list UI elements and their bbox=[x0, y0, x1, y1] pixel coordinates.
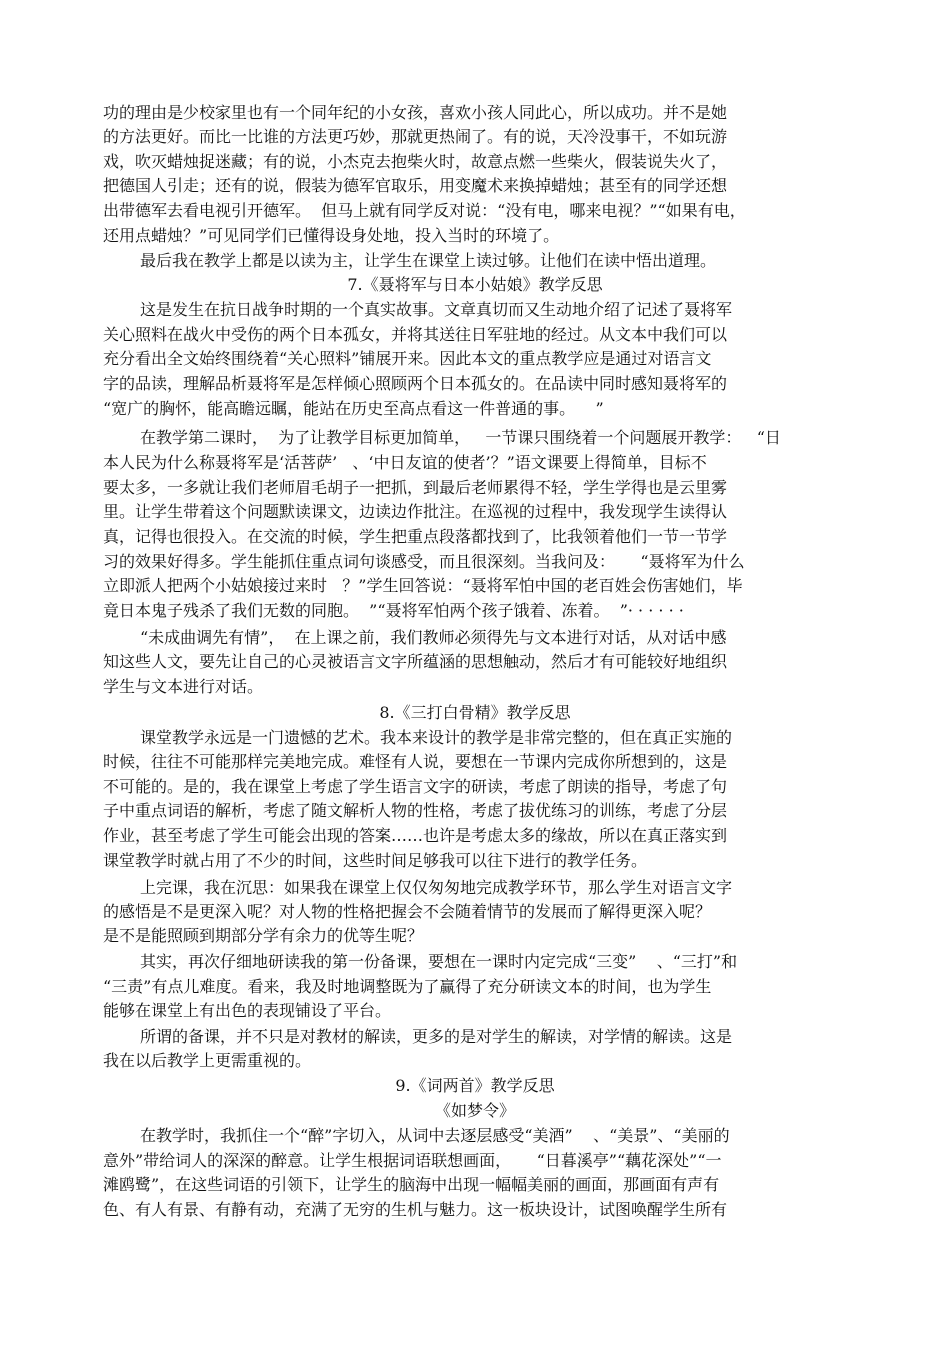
text-line: 关心照料在战火中受伤的两个日本孤女，并将其送往日军驻地的经过。从文本中我们可以 bbox=[103, 325, 728, 344]
text-line: 本人民为什么称聂将军是‘活菩萨’ 、‘中日友谊的使者’？”语文课要上得简单，目标不 bbox=[103, 453, 707, 472]
text-line: 是不是能照顾到期部分学有余力的优等生呢？ bbox=[103, 926, 424, 945]
text-line: 意外”带给词人的深深的醉意。让学生根据词语联想画面， “日暮溪亭”“藕花深处”“一 bbox=[103, 1151, 722, 1170]
text-line: “未成曲调先有情”， 在上课之前，我们教师必须得先与文本进行对话，从对话中感 bbox=[140, 628, 727, 647]
text-line: 竟日本鬼子残杀了我们无数的同胞。 ”“聂将军怕两个孩子饿着、冻着。 ”· · · · · · bbox=[103, 601, 684, 620]
text-line: 子中重点词语的解析，考虑了随文解析人物的性格，考虑了拔优练习的训练，考虑了分层 bbox=[103, 801, 728, 820]
text-line: 作业，甚至考虑了学生可能会出现的答案……也许是考虑太多的缘故，所以在真正落实到 bbox=[103, 826, 728, 845]
text-line: 其实，再次仔细地研读我的第一份备课，要想在一课时内定完成“三变” 、“三打”和 bbox=[140, 952, 738, 971]
text-line: 知这些人文，要先让自己的心灵被语言文字所蕴涵的思想触动，然后才有可能较好地组织 bbox=[103, 652, 728, 671]
section-heading: 8.《三打白骨精》教学反思 bbox=[379, 703, 571, 722]
text-line: 把德国人引走；还有的说，假装为德军官取乐，用变魔术来换掉蜡烛；甚至有的同学还想 bbox=[103, 176, 728, 195]
text-line: 的感悟是不是更深入呢？对人物的性格把握会不会随着情节的发展而了解得更深入呢？ bbox=[103, 902, 712, 921]
text-line: 里。让学生带着这个问题默读课文，边读边作批注。在巡视的过程中，我发现学生读得认 bbox=[103, 502, 728, 521]
section-subheading: 《如梦令》 bbox=[434, 1101, 515, 1120]
text-line: 课堂教学时就占用了不少的时间，这些时间足够我可以往下进行的教学任务。 bbox=[103, 851, 648, 870]
text-line: 字的品读，理解品析聂将军是怎样倾心照顾两个日本孤女的。在品读中同时感知聂将军的 bbox=[103, 374, 728, 393]
text-line: 充分看出全文始终围绕着“关心照料”铺展开来。因此本文的重点教学应是通过对语言文 bbox=[103, 349, 712, 368]
text-line: 要太多，一多就让我们老师眉毛胡子一把抓，到最后老师累得不轻，学生学得也是云里雾 bbox=[103, 478, 728, 497]
text-line: 能够在课堂上有出色的表现铺设了平台。 bbox=[103, 1001, 392, 1020]
text-line: 最后我在教学上都是以读为主，让学生在课堂上读过够。让他们在读中悟出道理。 bbox=[140, 251, 717, 270]
section-heading: 7.《聂将军与日本小姑娘》教学反思 bbox=[347, 275, 603, 294]
text-line: 戏，吹灭蜡烛捉迷藏；有的说，小杰克去抱柴火时，故意点燃一些柴火，假装说失火了， bbox=[103, 152, 728, 171]
text-line: 色、有人有景、有静有动，充满了无穷的生机与魅力。这一板块设计，试图唤醒学生所有 bbox=[103, 1200, 728, 1219]
text-line: 滩鸥鹭”，在这些词语的引领下，让学生的脑海中出现一幅幅美丽的画面，那画面有声有 bbox=[103, 1175, 720, 1194]
text-line: 不可能的。是的，我在课堂上考虑了学生语言文字的研读，考虑了朗读的指导，考虑了句 bbox=[103, 777, 728, 796]
section-heading: 9.《词两首》教学反思 bbox=[395, 1076, 555, 1095]
text-line: 立即派人把两个小姑娘接过来时 ？”学生回答说：“聂将军怕中国的老百姓会伤害她们，毕 bbox=[103, 576, 743, 595]
text-line: 的方法更好。而比一比谁的方法更巧妙，那就更热闹了。有的说，天冷没事干，不如玩游 bbox=[103, 127, 728, 146]
text-line: 上完课，我在沉思：如果我在课堂上仅仅匆匆地完成教学环节，那么学生对语言文字 bbox=[140, 878, 733, 897]
text-line: 所谓的备课，并不只是对教材的解读，更多的是对学生的解读，对学情的解读。这是 bbox=[140, 1027, 733, 1046]
text-line: 时候，往往不可能那样完美地完成。难怪有人说，要想在一节课内完成你所想到的，这是 bbox=[103, 752, 728, 771]
text-line: 我在以后教学上更需重视的。 bbox=[103, 1051, 312, 1070]
text-line: 功的理由是少校家里也有一个同年纪的小女孩，喜欢小孩人同此心，所以成功。并不是她 bbox=[103, 103, 728, 122]
text-line: 课堂教学永远是一门遗憾的艺术。我本来设计的教学是非常完整的，但在真正实施的 bbox=[140, 728, 733, 747]
text-line: 学生与文本进行对话。 bbox=[103, 677, 264, 696]
text-line: 还用点蜡烛？”可见同学们已懂得设身处地，投入当时的环境了。 bbox=[103, 226, 560, 245]
text-line: 在教学时，我抓住一个“醉”字切入，从词中去逐层感受“美酒” 、“美景”、“美丽的 bbox=[140, 1126, 730, 1145]
text-line: 真，记得也很投入。在交流的时候，学生把重点段落都找到了，比我领着他们一节一节学 bbox=[103, 527, 728, 546]
text-line: 出带德军去看电视引开德军。 但马上就有同学反对说：“没有电，哪来电视？”“如果有电， bbox=[103, 201, 746, 220]
text-line: “宽广的胸怀，能高瞻远瞩，能站在历史至高点看这一件普通的事。 ” bbox=[103, 399, 604, 418]
text-line: 习的效果好得多。学生能抓住重点词句谈感受，而且很深刻。当我问及： “聂将军为什么 bbox=[103, 552, 745, 571]
text-line: “三责”有点儿难度。看来，我及时地调整既为了赢得了充分研读文本的时间，也为学生 bbox=[103, 977, 712, 996]
text-line: 这是发生在抗日战争时期的一个真实故事。文章真切而又生动地介绍了记述了聂将军 bbox=[140, 300, 733, 319]
text-line: 在教学第二课时， 为了让教学目标更加简单， 一节课只围绕着一个问题展开教学： “日 bbox=[140, 428, 781, 447]
